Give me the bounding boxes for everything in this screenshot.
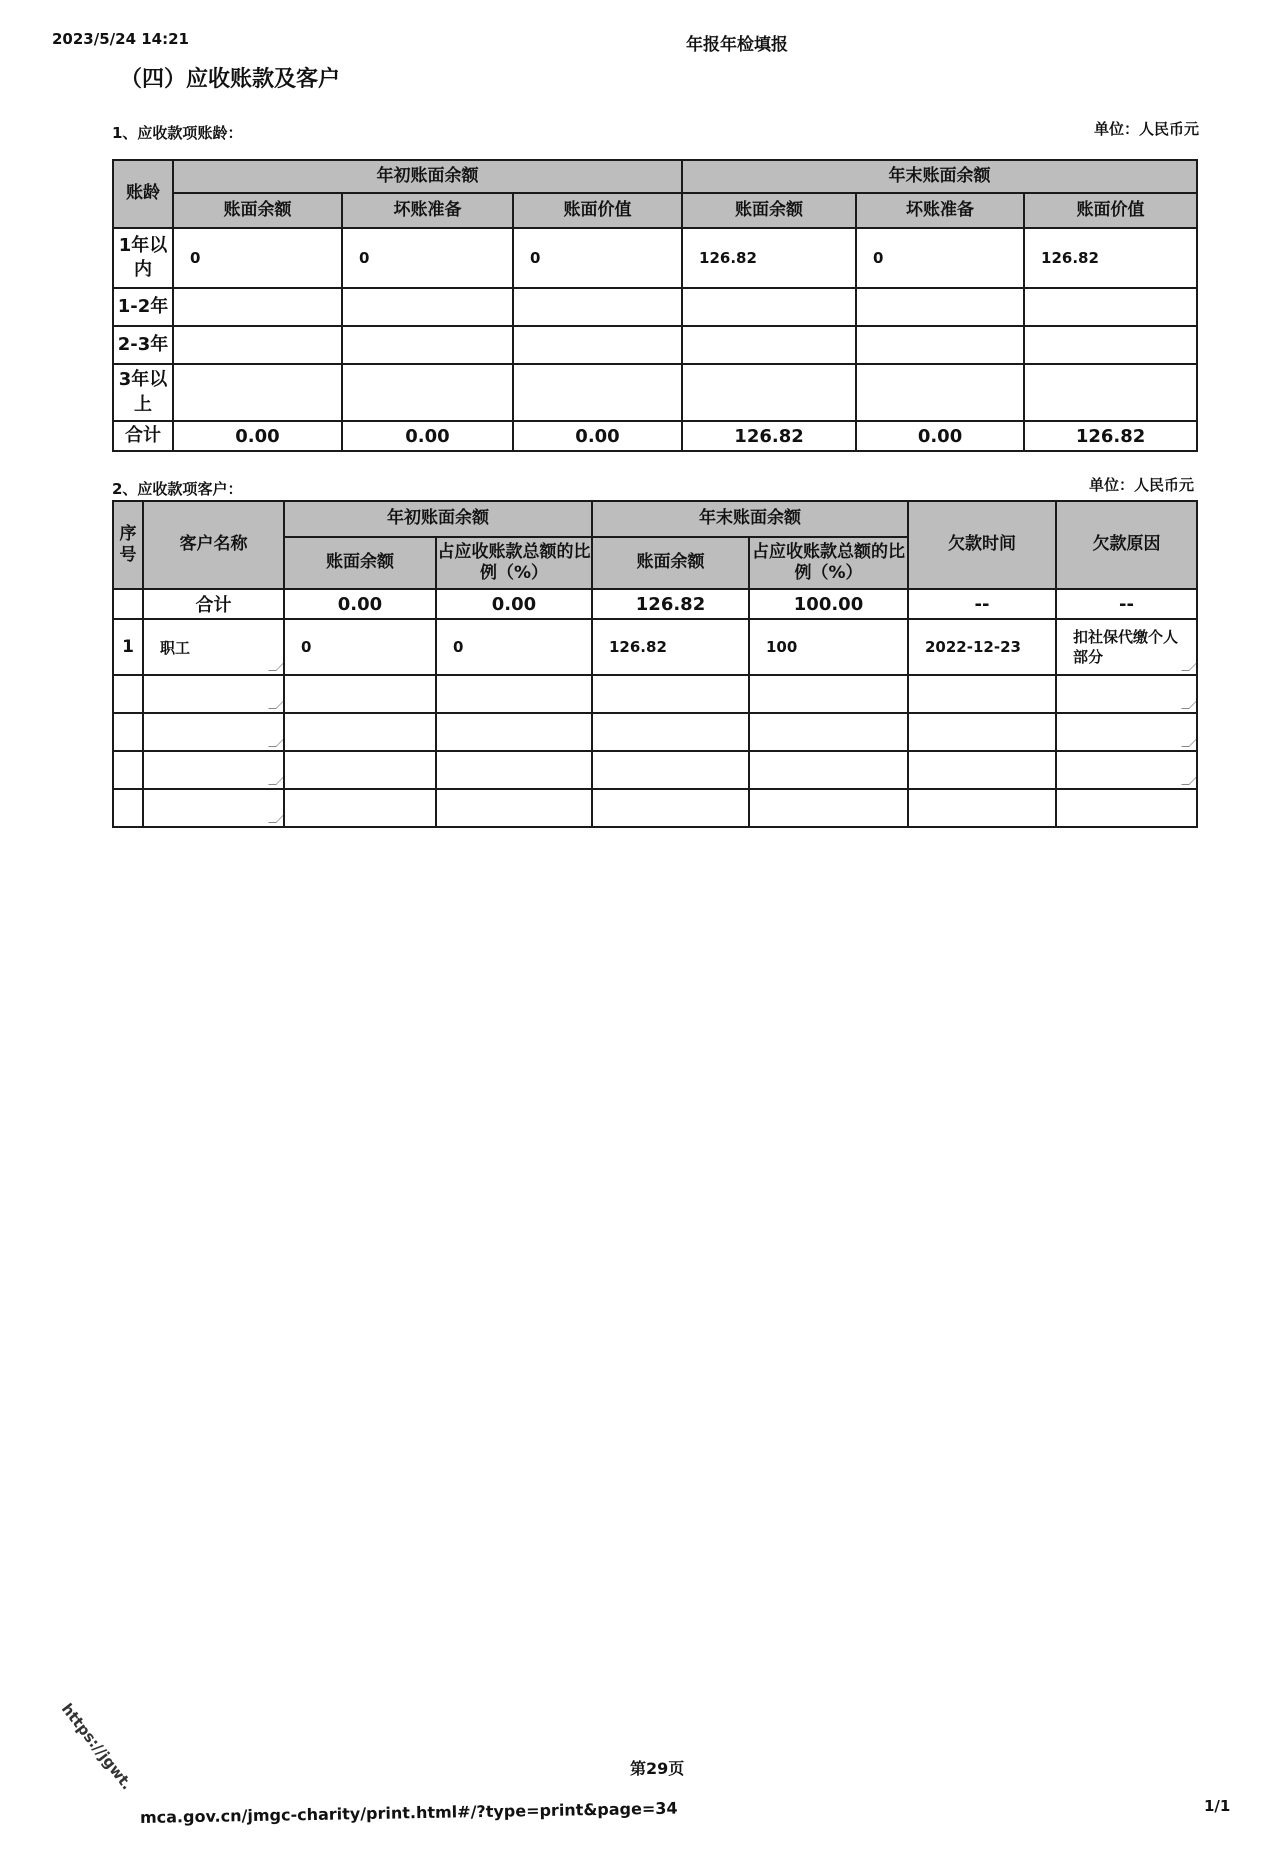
table-cell[interactable]: [284, 675, 436, 713]
table-row: [113, 789, 1197, 827]
total-cell: 100.00: [749, 589, 908, 619]
total-label: 合计: [113, 421, 173, 451]
total-cell: 0.00: [284, 589, 436, 619]
table-cell[interactable]: [749, 789, 908, 827]
table-row: [113, 326, 1197, 364]
table-cell[interactable]: [1024, 326, 1197, 364]
debt-time-cell[interactable]: [908, 713, 1056, 751]
begin-book-value-header: 账面价值: [513, 193, 682, 228]
begin-book-balance-header: 账面余额: [284, 537, 436, 589]
print-url: mca.gov.cn/jmgc-charity/print.html#/?type=print&page=34: [139, 1798, 678, 1827]
table-cell[interactable]: 126.82: [592, 619, 749, 675]
table-row: [113, 228, 1197, 288]
total-cell: --: [908, 589, 1056, 619]
table-cell[interactable]: [682, 288, 856, 326]
table-cell[interactable]: [1024, 364, 1197, 421]
table-cell[interactable]: 0: [173, 228, 342, 288]
table-row: [113, 751, 1197, 789]
table-cell[interactable]: [284, 789, 436, 827]
table-cell[interactable]: [342, 288, 513, 326]
print-timestamp: 2023/5/24 14:21: [52, 30, 189, 48]
total-cell: --: [1056, 589, 1197, 619]
table-cell[interactable]: [592, 751, 749, 789]
end-balance-group-header: 年末账面余额: [682, 160, 1197, 193]
debt-reason-cell[interactable]: [1056, 713, 1197, 751]
table-cell[interactable]: [749, 675, 908, 713]
table-cell[interactable]: [592, 675, 749, 713]
table-cell[interactable]: [436, 751, 592, 789]
begin-bad-debt-header: 坏账准备: [342, 193, 513, 228]
total-cell: 0.00: [342, 421, 513, 451]
aging-row-label: 3年以上: [113, 364, 173, 421]
print-header-title: 年报年检填报: [686, 35, 788, 55]
table-cell[interactable]: 0: [284, 619, 436, 675]
table-cell[interactable]: [856, 288, 1024, 326]
table-cell[interactable]: [342, 364, 513, 421]
table-row: [113, 364, 1197, 421]
customer-name-cell[interactable]: [143, 675, 284, 713]
customer-name-cell[interactable]: [143, 713, 284, 751]
table-row: [113, 713, 1197, 751]
customer-name-header: 客户名称: [143, 501, 284, 589]
total-cell: 126.82: [1024, 421, 1197, 451]
table-row: [113, 288, 1197, 326]
end-book-balance-header: 账面余额: [592, 537, 749, 589]
end-balance-group-header: 年末账面余额: [592, 501, 908, 537]
page-count: 1/1: [1204, 1797, 1231, 1815]
table-cell[interactable]: [436, 675, 592, 713]
end-ratio-header: 占应收账款总额的比例（%）: [749, 537, 908, 589]
aging-unit-label: 单位：人民币元: [1094, 120, 1200, 138]
debt-time-cell[interactable]: [908, 751, 1056, 789]
aging-row-label: 1年以内: [113, 228, 173, 288]
total-cell: 0.00: [436, 589, 592, 619]
table-cell[interactable]: [682, 326, 856, 364]
seq-cell: [113, 751, 143, 789]
table-cell[interactable]: 100: [749, 619, 908, 675]
table-cell[interactable]: [1024, 288, 1197, 326]
customers-table: [112, 500, 1198, 828]
table-cell[interactable]: [513, 288, 682, 326]
total-cell: 0.00: [513, 421, 682, 451]
customer-name-cell[interactable]: [143, 751, 284, 789]
total-cell: 126.82: [682, 421, 856, 451]
debt-reason-cell[interactable]: [1056, 789, 1197, 827]
table-cell[interactable]: [284, 713, 436, 751]
begin-ratio-header: 占应收账款总额的比例（%）: [436, 537, 592, 589]
end-book-balance-header: 账面余额: [682, 193, 856, 228]
table-cell[interactable]: [173, 326, 342, 364]
debt-reason-header: 欠款原因: [1056, 501, 1197, 589]
table-row: [113, 619, 1197, 675]
aging-row-label: 1-2年: [113, 288, 173, 326]
table-cell[interactable]: [513, 364, 682, 421]
table-cell[interactable]: [856, 326, 1024, 364]
total-row: [113, 421, 1197, 451]
aging-table: [112, 159, 1198, 452]
customers-subtitle: 2、应收款项客户：: [112, 480, 243, 498]
customer-name-cell[interactable]: [143, 789, 284, 827]
table-cell[interactable]: [749, 751, 908, 789]
total-label: 合计: [143, 589, 284, 619]
table-cell[interactable]: [513, 326, 682, 364]
seq-header: 序号: [113, 501, 143, 589]
page-number: 第29页: [630, 1759, 685, 1778]
seq-cell: [113, 789, 143, 827]
table-cell[interactable]: [682, 364, 856, 421]
end-bad-debt-header: 坏账准备: [856, 193, 1024, 228]
table-cell[interactable]: [342, 326, 513, 364]
table-cell[interactable]: [749, 713, 908, 751]
table-cell[interactable]: [592, 789, 749, 827]
table-cell[interactable]: [592, 713, 749, 751]
begin-balance-group-header: 年初账面余额: [173, 160, 682, 193]
total-cell: 126.82: [592, 589, 749, 619]
customers-unit-label: 单位：人民币元: [1089, 476, 1195, 494]
seq-cell: [113, 713, 143, 751]
seq-cell: [113, 675, 143, 713]
table-cell[interactable]: 0: [436, 619, 592, 675]
table-cell[interactable]: [173, 364, 342, 421]
table-cell[interactable]: 0: [856, 228, 1024, 288]
aging-row-label: 2-3年: [113, 326, 173, 364]
table-cell[interactable]: 0: [513, 228, 682, 288]
table-cell[interactable]: 126.82: [1024, 228, 1197, 288]
debt-reason-cell[interactable]: 扣社保代缴个人部分: [1056, 619, 1197, 675]
aging-subtitle: 1、应收款项账龄：: [112, 124, 243, 142]
table-row: [113, 675, 1197, 713]
debt-time-cell[interactable]: [908, 789, 1056, 827]
table-cell[interactable]: [856, 364, 1024, 421]
debt-time-header: 欠款时间: [908, 501, 1056, 589]
total-cell: 0.00: [173, 421, 342, 451]
table-cell[interactable]: [173, 288, 342, 326]
debt-reason-cell[interactable]: [1056, 675, 1197, 713]
table-cell[interactable]: [436, 789, 592, 827]
table-cell[interactable]: [436, 713, 592, 751]
customer-name-cell[interactable]: 职工: [143, 619, 284, 675]
debt-time-cell[interactable]: [908, 675, 1056, 713]
total-row: [113, 589, 1197, 619]
begin-balance-group-header: 年初账面余额: [284, 501, 592, 537]
debt-time-cell[interactable]: 2022-12-23: [908, 619, 1056, 675]
total-cell: 0.00: [856, 421, 1024, 451]
aging-header: 账龄: [113, 160, 173, 228]
debt-reason-cell[interactable]: [1056, 751, 1197, 789]
end-book-value-header: 账面价值: [1024, 193, 1197, 228]
print-url-fragment: https://jgwt.: [57, 1700, 137, 1794]
table-cell[interactable]: 0: [342, 228, 513, 288]
table-cell[interactable]: [284, 751, 436, 789]
table-cell[interactable]: 126.82: [682, 228, 856, 288]
begin-book-balance-header: 账面余额: [173, 193, 342, 228]
section-title: （四）应收账款及客户: [120, 67, 341, 92]
seq-cell: 1: [113, 619, 143, 675]
